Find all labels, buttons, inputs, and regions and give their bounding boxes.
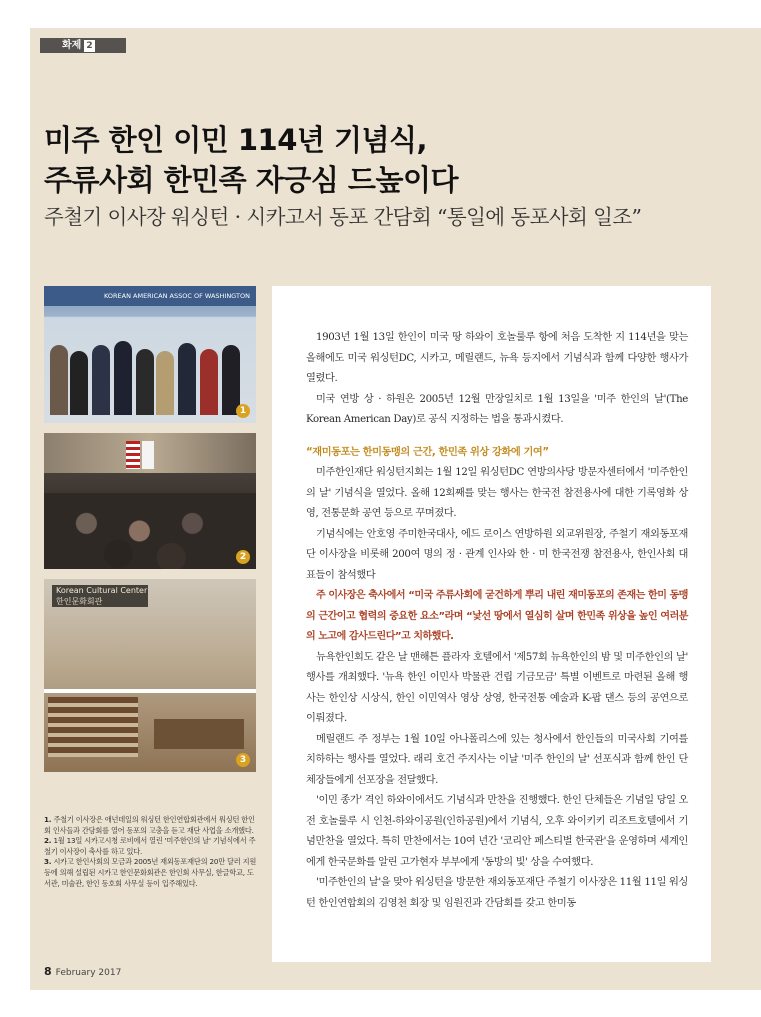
right-margin-background	[711, 286, 761, 962]
article-paragraph: 미국 연방 상 · 하원은 2005년 12월 만장일치로 1월 13일을 '미주 한인의 날'(The Korean American Day)로 공식 지정하는 법을 통과시켰다.	[306, 393, 688, 425]
person-figure	[222, 345, 240, 415]
us-flag-icon	[126, 441, 140, 469]
photo-number-badge: 3	[236, 753, 250, 767]
person-figure	[156, 351, 174, 415]
photo-1	[44, 286, 256, 423]
page-folio	[44, 965, 121, 978]
headline-line-2: 주류사회 한민족 자긍심 드높이다	[44, 163, 458, 197]
caption-1	[44, 815, 260, 836]
caption-2	[44, 836, 260, 857]
person-figure	[114, 341, 132, 415]
article-paragraph: 1903년 1월 13일 한인이 미국 땅 하와이 호놀룰루 항에 처음 도착한 지 114년을 맞는 올해에도 미국 워싱턴DC, 시카고, 메릴랜드, 뉴욕 등지에서 기념식과 함께 다양한 행사가 열렸다.	[306, 332, 688, 384]
photo-captions	[44, 815, 260, 889]
footer-background	[30, 962, 761, 990]
article-paragraph: 기념식에는 안호영 주미한국대사, 에드 로이스 연방하원 외교위원장, 주철기 재외동포재단 이사장을 비롯해 200여 명의 정 · 관계 인사와 한 · 미 한국전쟁 참전용사, 한인사회 대표들이 참석했다	[306, 528, 688, 581]
korean-flag-icon	[142, 441, 154, 469]
article-body	[306, 328, 688, 914]
person-figure	[200, 349, 218, 415]
photo-2	[44, 433, 256, 569]
article-paragraph: 뉴욕한인회도 같은 날 맨해튼 플라자 호텔에서 '제57회 뉴욕한인의 밤 및 미주한인의 날' 행사를 개최했다. '뉴욕 한인 이민사 박물관 건립 기금모금' 특별 이벤트로 마련된 올해 행사는 한인상 시상식, 한인 이민역사 영상 상영, 한국전통 예술과 K-팝 댄스 등의 공연으로 이뤄졌다.	[306, 651, 688, 724]
section-tag	[40, 38, 126, 53]
sign-english: Korean Cultural Center	[56, 586, 148, 595]
caption-text: 시카고 한인사회의 모금과 2005년 재외동포재단의 20만 달러 지원 등에 의해 설립된 시카고 한인문화회관은 한인회 사무실, 한글학교, 도서관, 미술관, 한인 동호회 사무실 등이 입주해있다.	[44, 857, 257, 888]
person-figure	[70, 351, 88, 415]
issue-date: February 2017	[55, 968, 122, 978]
photo-divider	[44, 689, 256, 693]
article-subheading: “재미동포는 한미동맹의 근간, 한민족 위상 강화에 기여”	[306, 446, 549, 458]
section-number: 2	[86, 41, 93, 51]
photo-number-badge: 2	[236, 550, 250, 564]
person-figure	[50, 345, 68, 415]
article-paragraph: '이민 종가' 격인 하와이에서도 기념식과 만찬을 진행했다. 한인 단체들은 기념일 당일 오전 호놀룰루 시 인천-하와이공원(인하공원)에서 기념식, 오후 와이키키 리조트호텔에서 기념만찬을 열었다. 특히 만찬에서는 10여 년간 '코리안 페스티벌 한국관'을 운영하며 세계인에게 한국문화를 알린 고가현자 부부에게 '동방의 빛' 상을 수여했다.	[306, 795, 688, 868]
audience	[44, 493, 256, 569]
caption-text: 주철기 이사장은 애넌데일의 워싱턴 한인연합회관에서 워싱턴 한인회 인사들과 간담회를 열어 동포의 고충을 듣고 재단 사업을 소개했다.	[44, 815, 255, 835]
caption-text: 1월 13일 시카고시청 로비에서 열린 '미주한인의 날' 기념식에서 주철기 이사장이 축사를 하고 있다.	[44, 836, 256, 856]
caption-number: 3.	[44, 857, 52, 867]
section-label: 화제	[62, 40, 82, 51]
caption-3	[44, 857, 260, 889]
cultural-center-sign	[52, 585, 148, 607]
library-tables	[154, 719, 244, 749]
article-quote: 주 이사장은 축사에서 “미국 주류사회에 굳건하게 뿌리 내린 재미동포의 존재는 한미 동맹의 근간이고 협력의 중요한 요소”라며 “낯선 땅에서 열심히 살며 한민족 위상을 높인 여러분의 노고에 감사드린다”고 치하했다.	[306, 590, 688, 642]
page-number: 8	[44, 965, 52, 978]
headline-line-1: 미주 한인 이민 114년 기념식,	[44, 123, 428, 157]
sign-korean: 한인문화회관	[56, 597, 103, 606]
caption-number: 1.	[44, 815, 52, 824]
headline	[44, 120, 458, 200]
article-paragraph: 미주한인재단 워싱턴지회는 1월 12일 워싱턴DC 연방의사당 방문자센터에서 '미주한인의 날' 기념식을 열었다. 올해 12회째를 맞는 행사는 한국전 참전용사에 대한 기록영화 상영, 전통문화 공연 등으로 꾸며졌다.	[306, 467, 688, 519]
person-figure	[92, 345, 110, 415]
article-paragraph: 메릴랜드 주 정부는 1월 10일 아나폴리스에 있는 청사에서 한인들의 미국사회 기여를 치하하는 행사를 열었다. 래리 호건 주지사는 이날 '미주 한인의 날' 선포식과 함께 한인 단체장들에게 선포장을 전달했다.	[306, 733, 688, 786]
headline-subtitle: 주철기 이사장 워싱턴 · 시카고서 동포 간담회 “통일에 동포사회 일조”	[44, 205, 642, 229]
bookshelf	[48, 697, 138, 757]
person-figure	[178, 343, 196, 415]
photo-1-banner: KOREAN AMERICAN ASSOC OF WASHINGTON	[44, 286, 256, 306]
photo-number-badge: 1	[236, 404, 250, 418]
photo-3	[44, 579, 256, 772]
person-figure	[136, 349, 154, 415]
article-paragraph: '미주한인의 날'을 맞아 워싱턴을 방문한 재외동포재단 주철기 이사장은 11월 11일 워싱턴 한인연합회의 김영천 회장 및 임원진과 간담회를 갖고 한미동	[306, 877, 688, 909]
caption-number: 2.	[44, 836, 52, 846]
